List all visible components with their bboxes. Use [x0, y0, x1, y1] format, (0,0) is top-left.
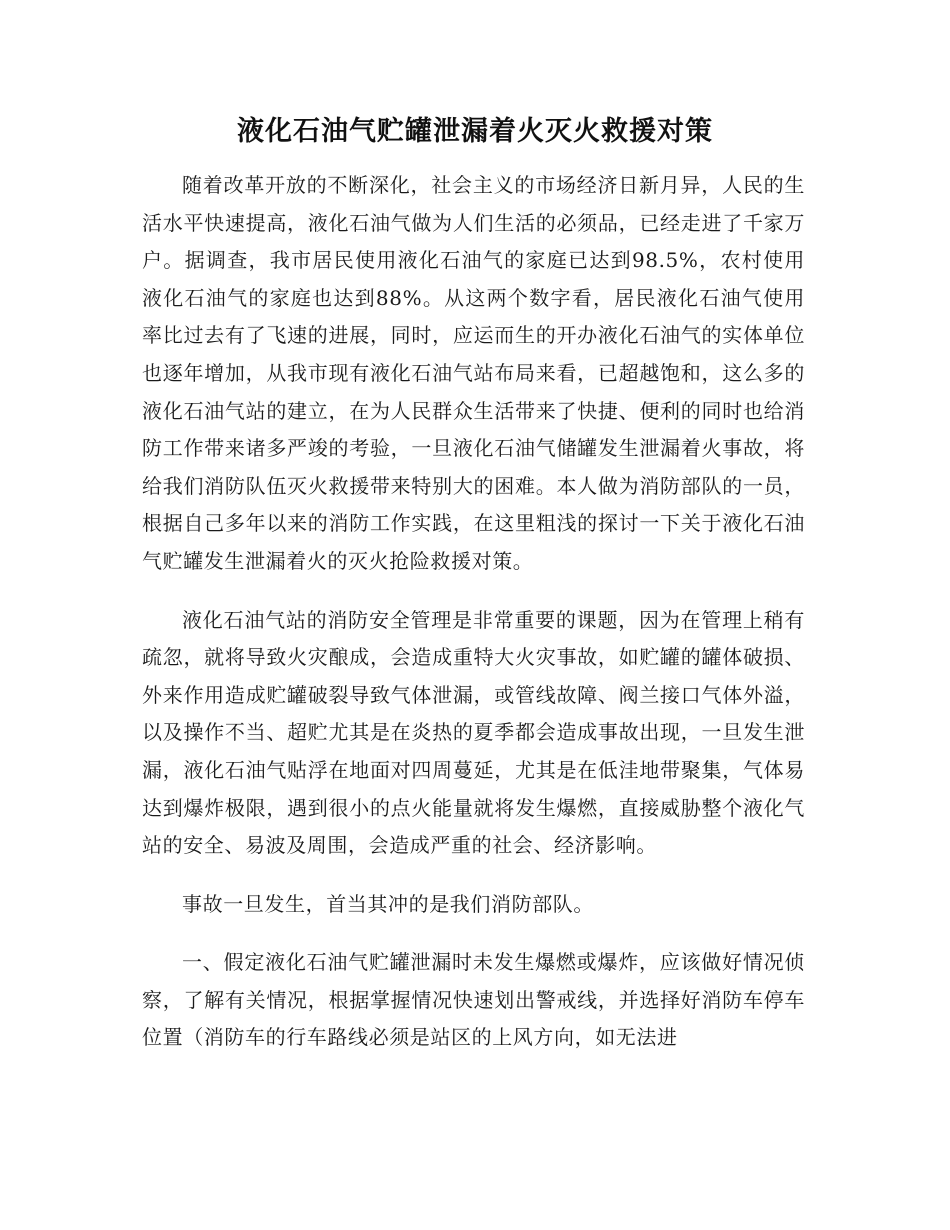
- document-title: 液化石油气贮罐泄漏着火灭火救援对策: [237, 116, 713, 147]
- paragraph-1: 随着改革开放的不断深化，社会主义的市场经济日新月异，人民的生活水平快速提高，液化石油气做为人们生活的必须品，已经走进了千家万户。据调查，我市居民使用液化石油气的家庭已达到98.5%，农村使用液化石油气的家庭也达到88%。从这两个数字看，居民液化石油气使用率比过去有了飞速的进展，同时，应运而生的开办液化石油气的实体单位也逐年增加，从我市现有液化石油气站布局来看，已超越饱和，这么多的液化石油气站的建立，在为人民群众生活带来了快捷、便利的同时也给消防工作带来诸多严竣的考验，一旦液化石油气储罐发生泄漏着火事故，将给我们消防队伍灭火救援带来特别大的困难。本人做为消防部队的一员，根据自己多年以来的消防工作实践，在这里粗浅的探讨一下关于液化石油气贮罐发生泄漏着火的灭火抢险救援对策。: [142, 173, 805, 573]
- paragraph-3: 事故一旦发生，首当其冲的是我们消防部队。: [182, 891, 594, 916]
- document-body: [142, 167, 805, 1078]
- paragraph-4: 一、假定液化石油气贮罐泄漏时未发生爆燃或爆炸，应该做好情况侦察，了解有关情况，根据掌握情况快速划出警戒线，并选择好消防车停车位置（消防车的行车路线必须是站区的上风方向，如无法进: [142, 950, 805, 1050]
- paragraph-2: 液化石油气站的消防安全管理是非常重要的课题，因为在管理上稍有疏忽，就将导致火灾酿成，会造成重特大火灾事故，如贮罐的罐体破损、外来作用造成贮罐破裂导致气体泄漏，或管线故障、阀兰接口气体外溢，以及操作不当、超贮尤其是在炎热的夏季都会造成事故出现，一旦发生泄漏，液化石油气贴浮在地面对四周蔓延，尤其是在低洼地带聚集，气体易达到爆炸极限，遇到很小的点火能量就将发生爆燃，直接威胁整个液化气站的安全、易波及周围，会造成严重的社会、经济影响。: [142, 607, 805, 858]
